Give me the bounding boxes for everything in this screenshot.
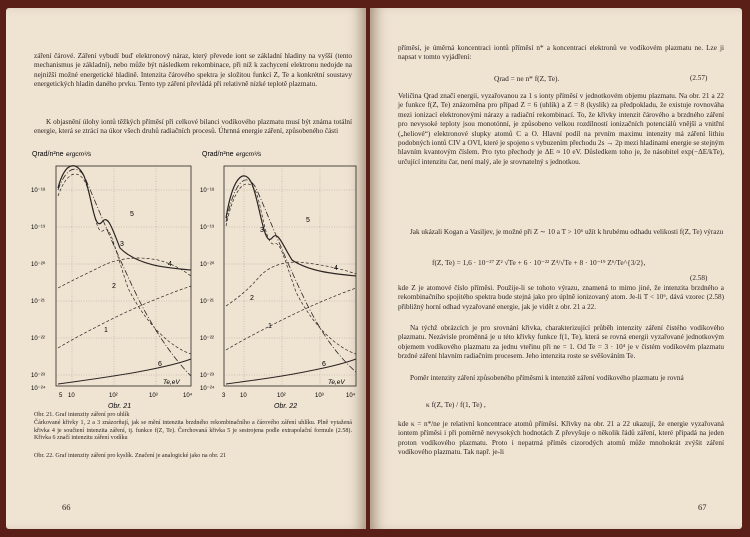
fig22-ytick: 10⁻²⁴ bbox=[200, 386, 215, 392]
fig21-xlabel: Te,eV bbox=[163, 379, 180, 386]
fig22-curve-total bbox=[226, 176, 356, 276]
right-paragraph-1: příměsí, je úměrná koncentraci iontů příměsí n* a koncentraci elektronů ve vodíkovém plazmatu ne. Lze ji napsat v tomto vyjádření: bbox=[398, 44, 724, 62]
right-paragraph-2: Veličina Qrad značí energii, vyzařovanou za 1 s ionty příměsí v jednotkovém objemu plazmatu. Na obr. 21 a 22 je funkce f(Z, Te) znázorněna pro případ Z = 6 (uhlík) a Z = 8 (kyslík) za předpokladu, že existuje rovnováha mezi ionizací elektronovými nárazy a radiační rekombinací. To, že křivky intenzit čárového a brzdného záření pro nevysoké teploty jsou monotónní, je způsobeno velkou rozdílností ionizačních potenciálů vnější a vnitřní („heliové“) elektronové slupky atomů C a O. Hlavní podíl na prvním maximu intenzity má záření lithiu podobných iontů CIV a OVI, které je spojeno s vybuzením přechodu 2s → 2p mezi hladinami energie se stejným hlavním kvantovým číslem. Pro tyto přechody je ΔE ≈ 10 eV. Důsledkem toho je, že násobitel exp(−ΔE/kTe), určující intenzitu čar, není malý, ale je srovnatelný s jednotkou. bbox=[398, 92, 724, 166]
left-paragraph-1: záření čárové. Záření vybudí buď elektronový náraz, který převede iont se základní hladiny na vyšší (tento mechanismus je základní), nebo může být následkem rekombinace, při níž k zachycení elektronu nedojde na nejnižší možné energetické hladině. Intenzita čárového spektra je složitou funkcí Z, Te a konkrétní soustavy energetických hladin daného prvku. Tento typ záření převládá při relativně nízké teplotě plazmatu. bbox=[34, 52, 352, 89]
fig21-yunit: ergcm³/s bbox=[66, 151, 92, 158]
fig21-curve-label: 6 bbox=[158, 361, 162, 368]
right-paragraph-4: kde Z je atomové číslo příměsi. Použije-li se tohoto výrazu, znamená to mimo jiné, že intenzita brzdného a rekombinačního spojitého spektra bude stejná jako pro úplně ionizovaný atom. Je-li T < 10⁶, dává vzorec (2.58) přibližný horní odhad vyzařované energie, jak je vidět z obr. 21 a 22. bbox=[398, 284, 724, 311]
fig21-ytick: 10⁻²⁰ bbox=[31, 262, 46, 268]
right-paragraph-6: Poměr intenzity záření způsobeného příměsmi k intenzitě záření vodíkového plazmatu je rovná bbox=[410, 374, 684, 382]
fig21-ytick: 10⁻²⁴ bbox=[31, 386, 46, 392]
fig22-curve-label: 1 bbox=[268, 323, 272, 330]
fig22-ytick: 10⁻²² bbox=[200, 336, 214, 342]
fig22-xtick: 10 bbox=[240, 393, 247, 399]
fig21-curve-bremsstrahlung bbox=[58, 286, 191, 348]
fig22-ytick: 10⁻¹⁸ bbox=[200, 188, 215, 194]
equation-2-58-number: (2.58) bbox=[690, 274, 708, 282]
fig21-curve-total bbox=[58, 166, 191, 270]
left-page-number: 66 bbox=[62, 502, 71, 512]
caption-fig21-body: Čárkované křivky 1, 2 a 3 znázorňují, jak se mění intenzita brzdného rekombinačního a čárového záření uhlíku. Plně vytažená křivka 4 je součtení intenzita záření, tj. funkce f(Z, Te). Čerchovaná křivka 5 je sestrojena podle extrapolační formule (2.58). Křivka 6 značí intenzitu záření vodíku bbox=[34, 420, 352, 442]
fig21-label: Obr. 21 bbox=[108, 403, 132, 410]
fig21-xtick: 10⁴ bbox=[183, 393, 193, 399]
fig22-ytick: 10⁻²³ bbox=[200, 373, 214, 379]
figure-21 bbox=[28, 148, 198, 413]
fig22-curve-label: 5 bbox=[306, 217, 310, 224]
right-page bbox=[370, 8, 742, 529]
fig21-ytick: 10⁻²³ bbox=[31, 373, 45, 379]
fig22-label: Obr. 22 bbox=[274, 403, 298, 410]
fig22-xtick: 10⁴ bbox=[346, 393, 356, 399]
fig22-curve-label: 3 bbox=[260, 227, 264, 234]
left-paragraph-2: K objasnění úlohy iontů těžkých příměsí při celkové bilanci vodíkového plazmatu musí být známa totální energie, která se ztrácí na úkor všech druhů radiačních procesů. Úhrnná energie záření, způsobeného části bbox=[34, 118, 352, 136]
figure-21-chart bbox=[28, 148, 198, 413]
fig22-xtick: 10³ bbox=[315, 393, 324, 399]
figure-22 bbox=[198, 148, 362, 413]
fig22-xtick: 10² bbox=[277, 393, 286, 399]
fig21-xtick: 10 bbox=[68, 393, 75, 399]
fig22-curve-extrapolation bbox=[226, 180, 356, 372]
fig21-curve-extrapolation bbox=[58, 169, 191, 376]
fig21-ytick: 10⁻²² bbox=[31, 336, 45, 342]
fig22-ylabel: Qrad/n²ne bbox=[202, 151, 234, 158]
figure-22-chart bbox=[198, 148, 362, 413]
fig21-curve-label: 3 bbox=[120, 241, 124, 248]
fig22-yunit: ergcm³/s bbox=[236, 151, 262, 158]
fig22-xtick: 3 bbox=[222, 393, 226, 399]
fig22-ytick: 10⁻¹⁹ bbox=[200, 225, 215, 231]
fig22-curve-label: 6 bbox=[322, 361, 326, 368]
right-paragraph-7: kde κ = n*/ne je relativní koncentrace atomů příměsi. Křivky na obr. 21 a 22 ukazují, že energie vyzařovaná iontem příměsi i při poměrně nevysokých hodnotách Z převyšuje o několik řádů záření, které připadá na jeden proton vodíkového plazmatu. Proto i nepatrná příměs cizorodých atomů může mnohokrát zvýšit záření vodíkového plazmatu. Tak např. je-li bbox=[398, 420, 724, 457]
fig22-xlabel: Te,eV bbox=[328, 379, 345, 386]
fig21-xtick: 5 bbox=[59, 393, 63, 399]
fig21-ytick: 10⁻¹⁸ bbox=[31, 188, 46, 194]
fig21-xtick: 10² bbox=[109, 393, 118, 399]
right-page-number: 67 bbox=[698, 502, 707, 512]
fig22-curve-label: 2 bbox=[250, 295, 254, 302]
fig22-ytick: 10⁻²¹ bbox=[200, 299, 214, 305]
equation-2-57: Qrad = ne n* f(Z, Te). bbox=[494, 74, 560, 83]
fig22-ytick: 10⁻²⁰ bbox=[200, 262, 215, 268]
fig21-ytick: 10⁻¹⁹ bbox=[31, 225, 46, 231]
equation-2-57-number: (2.57) bbox=[690, 74, 708, 82]
fig21-curve-label: 5 bbox=[130, 211, 134, 218]
caption-fig22: Obr. 22. Graf intenzity záření pro kyslík. Značení je analogické jako na obr. 21 bbox=[34, 453, 227, 459]
fig21-ytick: 10⁻²¹ bbox=[31, 299, 45, 305]
equation-ratio: κ f(Z, Te) / f(1, Te) , bbox=[426, 400, 486, 409]
fig21-curve-label: 2 bbox=[112, 283, 116, 290]
fig21-curve-label: 1 bbox=[104, 327, 108, 334]
caption-fig21-title: Obr. 21. Graf intenzity záření pro uhlík bbox=[34, 412, 130, 418]
fig22-curve-label: 4 bbox=[334, 265, 338, 272]
fig21-curve-label: 4 bbox=[168, 261, 172, 268]
equation-2-58: f(Z, Te) = 1,6 · 10⁻²⁷ Z² √Te + 6 · 10⁻²² Z⁴/√Te + 8 · 10⁻¹⁹ Z⁶/Te^{3/2}, bbox=[432, 258, 646, 267]
right-paragraph-5: Na týchž obrázcích je pro srovnání křivka, charakterizující průběh intenzity záření čistého vodíkového plazmatu. Nezávisle proměnná je u této křivky funkce f(1, Te), která se rovná energii vyzařované jednotkovým objemem vodíkového plazmatu za jednu vteřinu při ne = 1. Od Te = 3 · 10⁴ je v čistém vodíkovém plazmatu brzdné záření hlavním radiačním procesem. Jeho intenzita roste se svěšováním Te. bbox=[398, 324, 724, 361]
fig22-curve-bremsstrahlung bbox=[226, 288, 356, 350]
fig21-xtick: 10³ bbox=[149, 393, 158, 399]
right-paragraph-3: Jak ukázali Kogan a Vasiljev, je možné při Z ∼ 10 a T > 10⁶ užít k hrubému odhadu velikosti f(Z, Te) výrazu bbox=[410, 228, 724, 236]
fig21-ylabel: Qrad/n²ne bbox=[32, 151, 64, 158]
left-page bbox=[6, 8, 366, 529]
